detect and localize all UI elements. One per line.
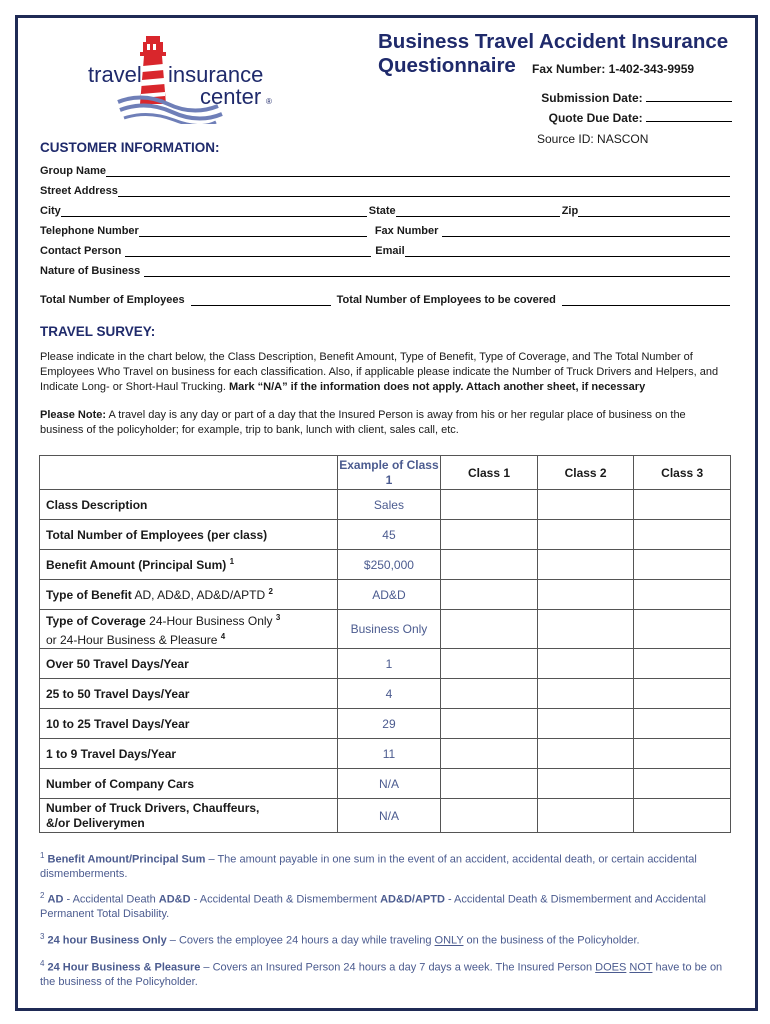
footnote-2: $^2$ AD - Accidental Death AD&D - Accidental Death & Dismemberment AD&D/APTD - Accidental Death & Dismemberment and Accidental Permanent Total Disability. xyxy=(40,891,706,920)
travel-survey-instructions: Please indicate in the chart below, the Class Description, Benefit Amount, Type of Benefit, Type of Coverage, and The Total Number of Employees Who Travel on business for each classification. Also, if applicable please indicate the Number of Truck Drivers and Helpers, and Indicate Long- or Short-Haul Trucking. Mark “N/A” if the information does not apply. Attach another sheet, if necessary xyxy=(40,351,719,393)
class3-cell[interactable] xyxy=(634,490,731,520)
svg-text:center: center xyxy=(200,84,262,109)
class3-cell[interactable] xyxy=(634,739,731,769)
class1-cell[interactable] xyxy=(441,520,538,550)
table-row: 25 to 50 Travel Days/Year 4 xyxy=(40,679,731,709)
table-row: Over 50 Travel Days/Year 1 xyxy=(40,649,731,679)
svg-text:insurance: insurance xyxy=(168,62,264,87)
customer-info-heading: CUSTOMER INFORMATION: xyxy=(40,140,220,155)
class2-cell[interactable] xyxy=(537,799,634,833)
footnote-3: $^3$ 24 hour Business Only – Covers the employee 24 hours a day while traveling ONLY on the business of the Policyholder. xyxy=(40,932,640,947)
class1-cell[interactable] xyxy=(441,769,538,799)
class1-cell[interactable] xyxy=(441,799,538,833)
city-state-zip-row[interactable]: City State Zip xyxy=(40,203,732,217)
class1-cell[interactable] xyxy=(441,490,538,520)
title-line-2: Questionnaire xyxy=(378,54,516,77)
street-address-field[interactable]: Street Address xyxy=(40,183,732,197)
travel-survey-heading: TRAVEL SURVEY: xyxy=(40,324,156,339)
header-class-1: Class 1 xyxy=(441,456,538,490)
class2-cell[interactable] xyxy=(537,610,634,649)
class2-cell[interactable] xyxy=(537,649,634,679)
class1-cell[interactable] xyxy=(441,610,538,649)
table-row: Benefit Amount (Principal Sum) $^1$ $250,000 xyxy=(40,550,731,580)
class3-cell[interactable] xyxy=(634,799,731,833)
table-row: Type of Coverage 24-Hour Business Only $^3$ or 24-Hour Business & Pleasure $^4$ Business Only xyxy=(40,610,731,649)
class2-cell[interactable] xyxy=(537,709,634,739)
employee-count-row[interactable]: Total Number of Employees Total Number of Employees to be covered xyxy=(40,292,732,306)
submission-date-field[interactable]: Submission Date: xyxy=(541,91,732,105)
class1-cell[interactable] xyxy=(441,709,538,739)
class1-cell[interactable] xyxy=(441,649,538,679)
table-row: 1 to 9 Travel Days/Year 11 xyxy=(40,739,731,769)
class2-cell[interactable] xyxy=(537,769,634,799)
telephone-fax-row[interactable]: Telephone Number Fax Number xyxy=(40,223,732,237)
class2-cell[interactable] xyxy=(537,739,634,769)
fax-number-label: Fax Number: 1-402-343-9959 xyxy=(532,62,695,76)
class3-cell[interactable] xyxy=(634,769,731,799)
class1-cell[interactable] xyxy=(441,679,538,709)
class1-cell[interactable] xyxy=(441,739,538,769)
class2-cell[interactable] xyxy=(537,490,634,520)
class3-cell[interactable] xyxy=(634,610,731,649)
class3-cell[interactable] xyxy=(634,520,731,550)
header-class-2: Class 2 xyxy=(537,456,634,490)
table-row: Total Number of Employees (per class) 45 xyxy=(40,520,731,550)
table-row: Number of Company Cars N/A xyxy=(40,769,731,799)
table-row: Type of Benefit AD, AD&D, AD&D/APTD $^2$ AD&D xyxy=(40,580,731,610)
table-row: Number of Truck Drivers, Chauffeurs, &/or Deliverymen N/A xyxy=(40,799,731,833)
class1-cell[interactable] xyxy=(441,550,538,580)
class2-cell[interactable] xyxy=(537,679,634,709)
class3-cell[interactable] xyxy=(634,550,731,580)
footnote-1: $^1$ Benefit Amount/Principal Sum – The amount payable in one sum in the event of an accident, accidental death, or certain accidental dismemberments. xyxy=(40,851,697,880)
footnote-4: $^4$ 24 Hour Business & Pleasure – Covers an Insured Person 24 hours a day 7 days a week. The Insured Person DOES NOT have to be on the business of the Policyholder. xyxy=(40,959,723,988)
header-class-3: Class 3 xyxy=(634,456,731,490)
svg-text:travel: travel xyxy=(88,62,142,87)
source-id: Source ID: NASCON xyxy=(537,132,649,146)
table-row: 10 to 25 Travel Days/Year 29 xyxy=(40,709,731,739)
class3-cell[interactable] xyxy=(634,649,731,679)
contact-email-row[interactable]: Contact Person Email xyxy=(40,243,732,257)
travel-insurance-center-logo xyxy=(88,34,278,124)
travel-survey-table xyxy=(39,455,731,833)
class3-cell[interactable] xyxy=(634,679,731,709)
class3-cell[interactable] xyxy=(634,580,731,610)
class3-cell[interactable] xyxy=(634,709,731,739)
class2-cell[interactable] xyxy=(537,580,634,610)
svg-text:®: ® xyxy=(266,97,272,106)
class1-cell[interactable] xyxy=(441,580,538,610)
table-header-row xyxy=(40,456,731,490)
travel-day-note: Please Note: A travel day is any day or part of a day that the Insured Person is away from his or her regular place of business on the business of the policyholder; for example, trip to bank, lunch with client, sales call, etc. xyxy=(40,409,686,436)
class2-cell[interactable] xyxy=(537,550,634,580)
lighthouse-icon xyxy=(140,36,166,104)
group-name-field[interactable]: Group Name xyxy=(40,163,732,177)
quote-due-date-field[interactable]: Quote Due Date: xyxy=(549,111,732,125)
nature-of-business-field[interactable]: Nature of Business xyxy=(40,263,732,277)
header-example: Example of Class 1 xyxy=(337,456,441,490)
table-row: Class Description Sales xyxy=(40,490,731,520)
title-line-1: Business Travel Accident Insurance xyxy=(378,30,729,53)
class2-cell[interactable] xyxy=(537,520,634,550)
